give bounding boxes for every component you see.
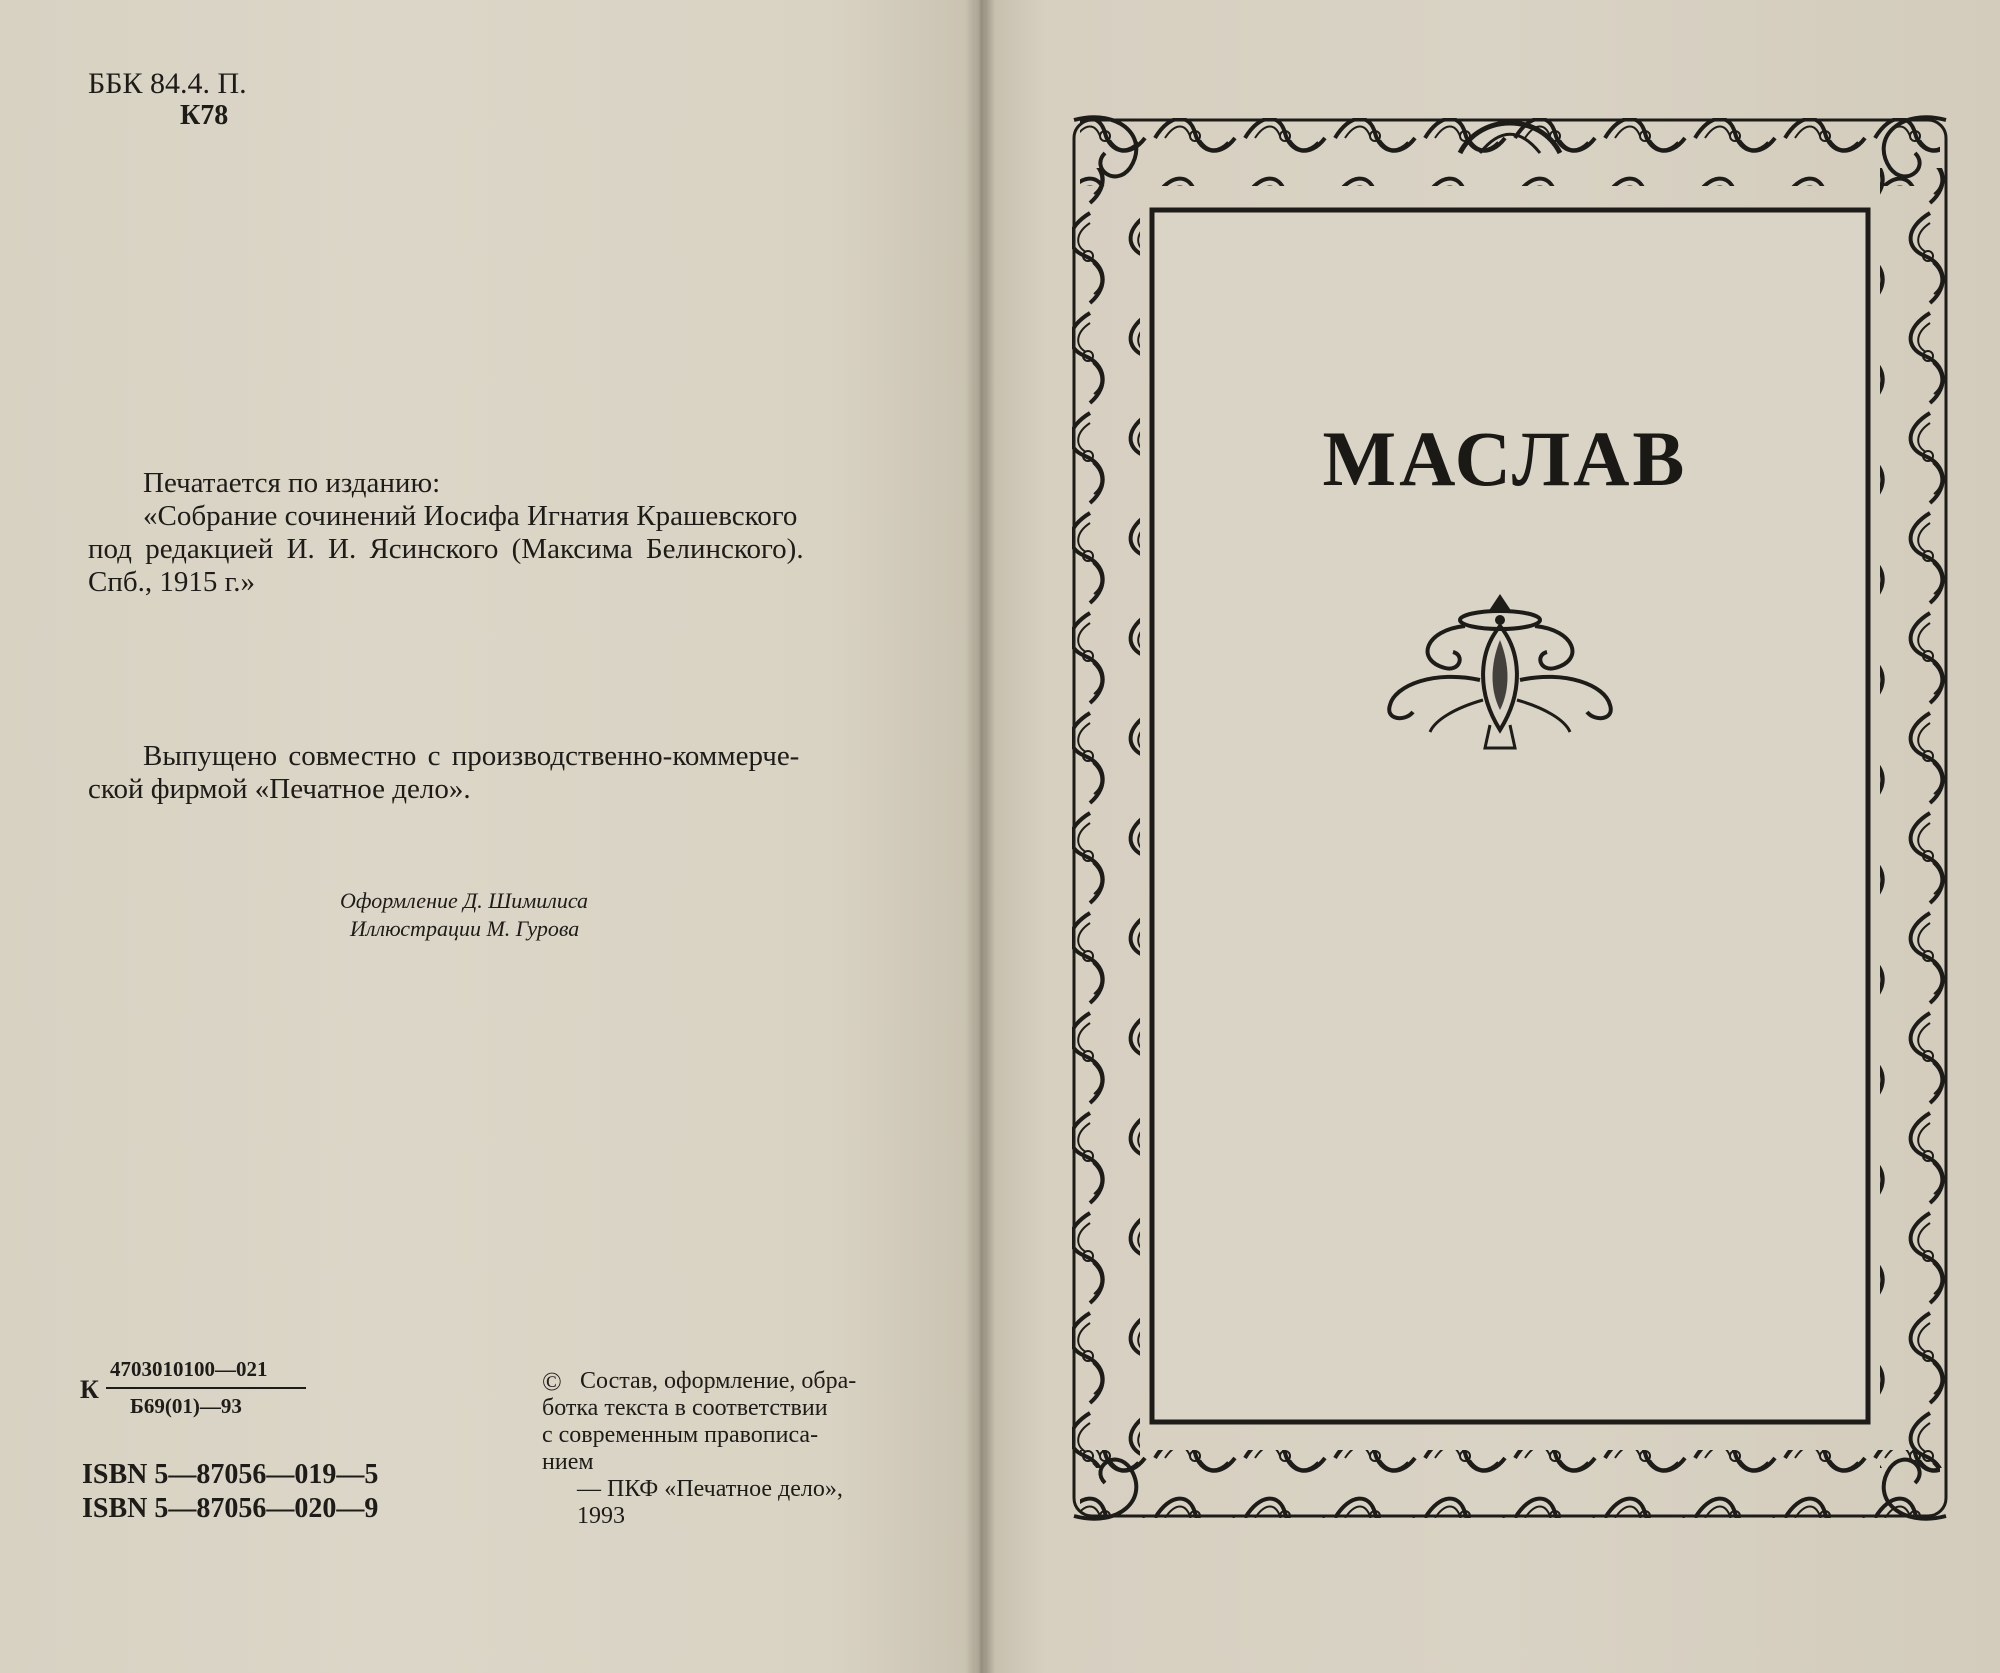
catalog-fraction: [80, 1357, 310, 1437]
source-line: под редакцией И. И. Ясинского (Максима Белинского).: [88, 533, 804, 565]
isbn-line: ISBN 5—87056—020—9: [82, 1493, 379, 1524]
bbk-index: ББК 84.4. П.: [88, 67, 247, 100]
copyright-line: 1993: [577, 1503, 625, 1529]
author-mark: К78: [180, 100, 229, 131]
copyright-line: нием: [542, 1449, 594, 1475]
design-credit: Оформление Д. Шимилиса: [340, 888, 589, 913]
ornate-frame-icon: [1060, 108, 1960, 1528]
joint-publication-line: Выпущено совместно с производственно-коммерче-: [143, 740, 800, 772]
book-gutter: [965, 0, 995, 1673]
catalog-numerator: 4703010100—021: [110, 1357, 268, 1381]
source-line: Печатается по изданию:: [143, 467, 441, 499]
copyright-line: Состав, оформление, обра-: [580, 1368, 857, 1394]
catalog-denominator: Б69(01)—93: [130, 1394, 242, 1418]
fraction-line: [106, 1387, 306, 1389]
isbn-line: ISBN 5—87056—019—5: [82, 1459, 379, 1490]
source-line: «Собрание сочинений Иосифа Игнатия Крашевского: [143, 500, 798, 532]
floral-ornament-icon: [1385, 590, 1615, 760]
copyright-line: ботка текста в соответствии: [542, 1395, 828, 1421]
left-page: [0, 0, 975, 1673]
joint-publication-line: ской фирмой «Печатное дело».: [88, 773, 471, 805]
illustration-credit: Иллюстрации М. Гурова: [350, 916, 580, 941]
catalog-letter: К: [80, 1375, 99, 1404]
copyright-line: — ПКФ «Печатное дело»,: [577, 1476, 843, 1502]
copyright-icon: ©: [542, 1367, 562, 1396]
book-title: МАСЛАВ: [1322, 415, 1688, 502]
copyright-line: с современным правописа-: [542, 1422, 819, 1448]
source-line: Спб., 1915 г.»: [88, 566, 255, 598]
copyright-block: [542, 1368, 942, 1530]
